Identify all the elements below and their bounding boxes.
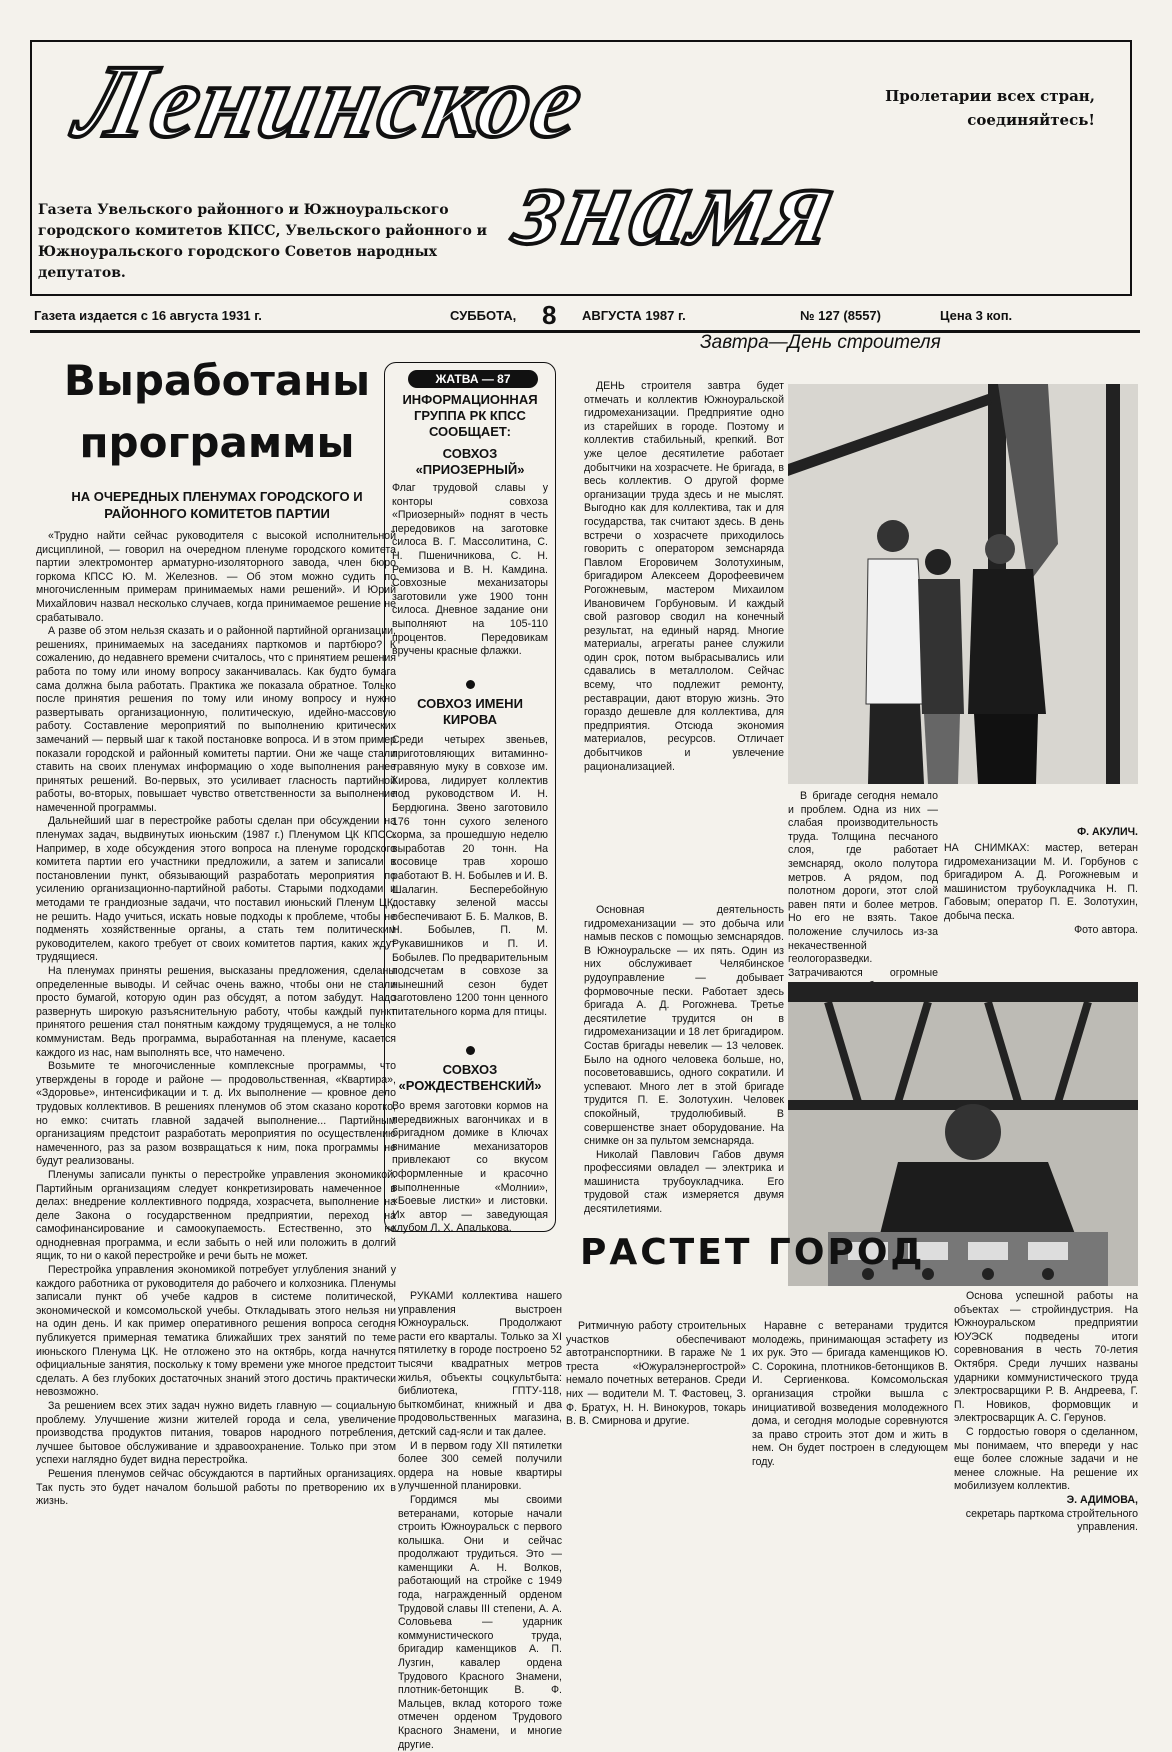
newspaper-title-line2: знамя: [506, 144, 850, 268]
caption-text: НА СНИМКАХ: мастер, ветеран гидромеханизации М. И. Горбунов с бригадиром А. Д. Рогожневым и машинистом трубоукладчика Н. П. Габовым; оператор П. Е. Золотухин, добыча песка.: [944, 842, 1138, 922]
day-number: 8: [542, 300, 557, 330]
photo-credit: Фото автора.: [1074, 923, 1138, 936]
harvest-tag: ЖАТВА — 87: [408, 370, 538, 388]
city-article-text: [566, 1320, 746, 1625]
bullet-dot: [466, 1046, 475, 1055]
lead-paragraph: «Трудно найти сейчас руководителя с высокой исполнительной дисциплиной, — говорил на очередном пленуме городского комитета партии электромонтер арматурно-изоляторного завода, член бюро горкома КПСС Ю. М. Железнов. — Об этом можно судить по многочисленным примерам принимаемых нами решений». И Юрий Михайлович назвал несколько случаев, когда принимаемое решение не срабатывало.: [36, 530, 396, 624]
city-author-title: секретарь парткома стройтельного управления.: [965, 1507, 1138, 1534]
city-author: Э. АДИМОВА,: [1066, 1493, 1138, 1506]
city-paragraph: Наравне с ветеранами трудится молодежь, принимающая эстафету из их рук. Это — бригада каменщиков Ю. С. Сорокина, плотников-бетонщиков В. И. Сергиенкова. Комсомольская организация стройки вышла с инициативой возведения молодежного дома, и сегодня молодые соревнуются за право строить этот дом и жить в нем. Он будет построен в следующем году.: [752, 1320, 948, 1468]
city-article-text: [752, 1320, 948, 1625]
weekday: СУББОТА,: [450, 308, 517, 323]
harvest-section-text: Во время заготовки кормов на передвижных вагончиках и в бригадном домике в Ключах внимание механизаторов привлекают со вкусом оформленные и красочно выполненные «Молнии», «Боевые листки» и листовки. Их автор — заведующая клубом Л. Х. Апалькова.: [392, 1100, 548, 1235]
builder-author: Ф. АКУЛИЧ.: [1077, 826, 1138, 838]
harvest-section-title: СОВХОЗ ИМЕНИ КИРОВА: [417, 696, 523, 727]
photo-workers: [788, 384, 1138, 784]
builder-paragraph: Основная деятельность гидромеханизации — это добыча или намыв песков с помощью земснарядов. В Южноуральске — их пять. Один из них обслуживает Челябинское рудоуправление — добывает формовочные пески. Работает здесь бригада А. Д. Рогожнева. Третье десятилетие трудится он в гидромеханизации и 18 лет бригадиром. Состав бригады невелик — 13 человек. Было на одного человека больше, но, посоветовавшись, одного сократили. И успевают. Много лет в этой бригаде трудится П. Е. Золотухин. Человек спокойный, трудолюбивый. В совершенстве знает оборудование. На снимке он за пультом земснаряда.: [584, 904, 784, 1148]
harvest-header: ИНФОРМАЦИОННАЯ ГРУППА РК КПСС СООБЩАЕТ:: [402, 392, 538, 439]
lead-paragraph: Перестройка управления экономикой потребует углубления знаний у каждого работника от руководителя до рабочего и колхозника. Пленумы записали пункт об учебе кадров в системе политической, экономической и комсомольской учебы. Откладывать этого нельзя ни на один день. И как пример оперативного решения вопроса сегодня публикуется примерная тематика ближайших трех занятий по теме июньского Пленума ЦК. Не отложено это на октябрь, когда начнутся официальные занятия, поскольку к тому времени уже многое предстоит сделать. А без глубоких достаточных знаний этого достичь практически невозможно.: [36, 1264, 396, 1399]
city-paragraph: И в первом году XII пятилетки более 300 семей получили ордера на новые квартиры улучшенной планировки.: [398, 1439, 562, 1493]
lead-paragraph: За решением всех этих задач нужно видеть главную — социальную проблему. Улучшение жизни жителей города и села, увеличение производства продуктов питания, товаров народного потребления, лучшее бытовое обслуживание и здравоохранение. Только при этом успехи наглядно будет видна перестройка.: [36, 1400, 396, 1467]
month-year: АВГУСТА 1987 г.: [582, 308, 686, 323]
price: Цена 3 коп.: [940, 308, 1013, 323]
publisher-line: Газета Увельского районного и Южноуральского городского комитетов КПСС, Увельского районного и Южноуральского городского Советов народных депутатов.: [38, 202, 488, 281]
photo-workers-image: [788, 384, 1138, 784]
harvest-section-text: Среди четырех звеньев, приготовляющих витаминно-травяную муку в совхозе им. Кирова, лидирует коллектив под руководством И. Н. Бердюгина. Звено заготовило 176 тонн сухого зеленого корма, за прошедшую неделю выработав 20 тонн. На косовице трав хорошо работают В. Н. Бобылев и И. В. Шалагин. Бесперебойную доставку зеленой массы обеспечивают Б. Б. Малков, В. Н. Бобылев, П. М. Рукавишников и П. И. Бобылев. По предварительным подсчетам в совхозе за нынешний сезон будет заготовлено 1200 тонн ценного питательного корма для птицы.: [392, 734, 548, 1018]
city-paragraph: Основа успешной работы на объектах — стройиндустрия. На Южноуральском предприятии ЮУЭСК подведены итоги соревнования в честь 70-летия Октября. Среди лучших названы ударники коммунистического труда электросварщики Р. В. Андреева, Г. П. Новиков, формовщик и электросварщик А. С. Герунов.: [954, 1290, 1138, 1425]
lead-paragraph: Пленумы записали пункты о перестройке управления экономикой. Партийным организациям следует конкретизировать намеченное в делах: внедрение коллективного подряда, хозрасчета, выполнение на деле Закона о государственном предприятии, переход на самофинансирование и самоокупаемость. Естественно, это не однодневная программа, и если забыть о ней или положить в долгий ящик, то ни о какой перестройке и речи быть не может.: [36, 1168, 396, 1263]
city-article-text: [398, 1290, 562, 1751]
lead-headline: Выработаны программы: [63, 356, 371, 467]
city-article-text: [954, 1290, 1138, 1625]
lead-article-body: [36, 530, 396, 1610]
dateline: [30, 300, 1140, 333]
harvest-section-title: СОВХОЗ «ПРИОЗЕРНЫЙ»: [415, 446, 525, 477]
city-paragraph: Ритмичную работу строительных участков обеспечивают автотранспортники. В гараже № 1 треста «Южуралэнергострой» немало почетных ветеранов. Среди них — водители М. Т. Фастовец, З. Ф. Братух, Н. Н. Винокуров, токарь В. В. Смирнова и другие.: [566, 1320, 746, 1428]
builder-article-text: [584, 380, 784, 900]
lead-paragraph: Возьмите те многочисленные комплексные программы, что утверждены в городе и районе — продовольственная, «Квартира», «Здоровье», интенсификации и т. д. Их выполнение — кровное дело трудовых коллективов. В решениях пленумов об этом сказано коротко, но емко: считать главной задачей выполнение... Партийным организациям предстоит разработать мероприятия по осуществлению намеченного, раз за разом возвращаться к ним, пока программы не будут реализованы.: [36, 1060, 396, 1168]
issue-number: № 127 (8557): [800, 308, 881, 323]
builder-paragraph: В бригаде сегодня немало и проблем. Одна из них — слабая производительность труда. Толщина песчаного слоя, где работает земснаряд, около полутора метров. А рядом, под полотном дороги, этот слой равен пяти и более метров. Но его не взять. Такое положение случилось из-за некачественной геологоразведки. Затрачиваются огромные: [788, 790, 938, 979]
newspaper-title-line1: Ленинское: [67, 44, 595, 159]
builder-paragraph: ДЕНЬ строителя завтра будет отмечать и коллектив Южноуральской гидромеханизации. Предприятие одно из старейших в городе. Поэтому и коллектив стабильный, крепкий. Вот уже целое десятилетие работает добытчики на хозрасчете. Не бригада, в весь коллектив. О другой форме организации труда здесь и не мыслят. Выгодно как для коллектива, так и для государства, так считают здесь. В день встречи о хозрасчете приходилось говорить с оператором земснаряда Павлом Егоровичем Золотухиным, бригадиром Алексеем Дорофеевичем Рогожневым, мастером Михаилом Ивановичем Горбуновым. И каждый свой разговор сводил на конечный результат, на единый наряд. Многие материалы, агрегаты ранее служили один срок, потом выбрасывались или сдавались в металлолом. Сейчас всему, что подлежит ремонту, реставрации, дают вторую жизнь. Это гораздо дешевле для коллектива, для предприятия. Отсюда экономия материалов, ресурсов. Отличает добытчиков и увлечение рационализацией.: [584, 380, 784, 773]
harvest-section-text: Флаг трудовой славы у конторы совхоза «Приозерный» поднят в честь передовиков на заготовке силоса В. Г. Массолитина, С. Н. Пшеничникова, С. Н. Ремизова и В. Н. Камдина. Совхозные механизаторы заготовили уже 1900 тонн силоса. Дневное задание они выполняют на 105-110 процентов. Передовикам вручены красные флажки.: [392, 482, 548, 658]
bullet-dot: [466, 680, 475, 689]
motto: Пролетарии всех стран, соединяйтесь!: [885, 87, 1095, 129]
kicker: Завтра—День строителя: [700, 332, 941, 353]
builder-paragraph: Николай Павлович Габов двумя профессиями овладел — электрика и машиниста трубоукладчика. Его трудовой стаж измеряется двумя десятилетиями.: [584, 1148, 784, 1216]
author-block: [944, 790, 1138, 840]
founded-text: Газета издается с 16 августа 1931 г.: [34, 308, 262, 323]
lead-paragraph: Дальнейший шаг в перестройке работы сделан при обсуждении на пленумах задач, выдвинутых июньским (1987 г.) Пленумом ЦК КПСС. Например, в ходе обсуждения этого вопроса на пленуме городского комитета партии его участники предложили, а затем и записали в постановлении пункт, обязывающий разработать мероприятия по усилению организационно-партийной работы. Старыми подходами и методами те грандиозные задачи, что поставил июньский Пленум ЦК, не решить. Надо учиться, искать новые подходы к проблеме, чтобы не подменять хозяйственные органы, а стать тем политическим руководителем, какого требует от своих комитетов партия, каких ждут трудящиеся.: [36, 815, 396, 964]
city-paragraph: Гордимся мы своими ветеранами, которые начали строить Южноуральск с первого колышка. Они и сейчас продолжают трудиться. Это — каменщики А. Н. Волков, работающий на стройке с 1949 года, награжденный орденом Трудовой славы III степени, А. А. Соловьева — ударник коммунистического труда, бригадир каменщиков А. П. Лузгин, кавалер ордена Трудового Красного Знамени, плотник-бетонщик В. Ф. Мальцев, вклад которого тоже отмечен орденом Трудового Красного Знамени, и многие другие.: [398, 1493, 562, 1751]
lead-subheadline: НА ОЧЕРЕДНЫХ ПЛЕНУМАХ ГОРОДСКОГО И РАЙОННОГО КОМИТЕТОВ ПАРТИИ: [71, 489, 363, 521]
harvest-section-title: СОВХОЗ «РОЖДЕСТВЕНСКИЙ»: [398, 1062, 542, 1093]
lead-paragraph: На пленумах приняты решения, высказаны предложения, сделаны определенные выводы. И сейчас очень важно, чтобы они не стали просто бумагой, которую один раз обсудят, а потом забудут. Надо развернуть широкую разъяснительную работу, чтобы каждый пункт принятого решения стал понятным каждому трудящемуся, а не только коммунистам. Ведь программа, выработанная на пленуме, касается каждого из нас, нам выполнять все, что намечено.: [36, 965, 396, 1059]
city-paragraph: С гордостью говоря о сделанном, мы понимаем, что впереди у нас еще более сложные задачи и не менее сложные. На решение их мобилизуем коллектив.: [954, 1425, 1138, 1493]
city-headline: РАСТЕТ ГОРОД: [580, 1232, 926, 1273]
builder-article-text: [584, 904, 784, 1222]
lead-paragraph: Решения пленумов сейчас обсуждаются в партийных организациях. Так пусть это будет началом большой работы по претворению их в жизнь.: [36, 1467, 396, 1508]
city-paragraph: РУКАМИ коллектива нашего управления выстроен Южноуральск. Продолжают расти его кварталы. Только за XI пятилетку в городе построено 52 тысячи квадратных метров жилья, объекты соцкультбыта: библиотека, ГПТУ-118, быткомбинат, книжный и два продовольственных магазина, детский сад-ясли и так далее.: [398, 1290, 562, 1438]
lead-paragraph: А разве об этом нельзя сказать и о районной партийной организации, решениях, принимаемых на заседаниях парткомов и партбюро? К сожалению, до недавнего времени считалось, что с принятием решения работа по тому или иному вопросу заканчивалась. Как будто бумага сама должна была работать. Практика же показала обратное. Только после принятия решения по тому или иному вопросу и нужно развертывать организационную, политическую, идейно-массовую работу. Составление мероприятий по выполнению критических замечаний — первый шаг к такой постановке вопроса. И в этом пример показали городской и районный комитеты партии. Они же чаще стали ставить на своих пленумах информацию о ходе выполнения ранее принятых решений. Во-первых, это усиливает гласность партийной работы, во-вторых, повышает чувство ответственности за выполнение намеченной программы.: [36, 625, 396, 814]
builder-article-text: [788, 790, 938, 979]
photo-caption: [944, 842, 1138, 960]
